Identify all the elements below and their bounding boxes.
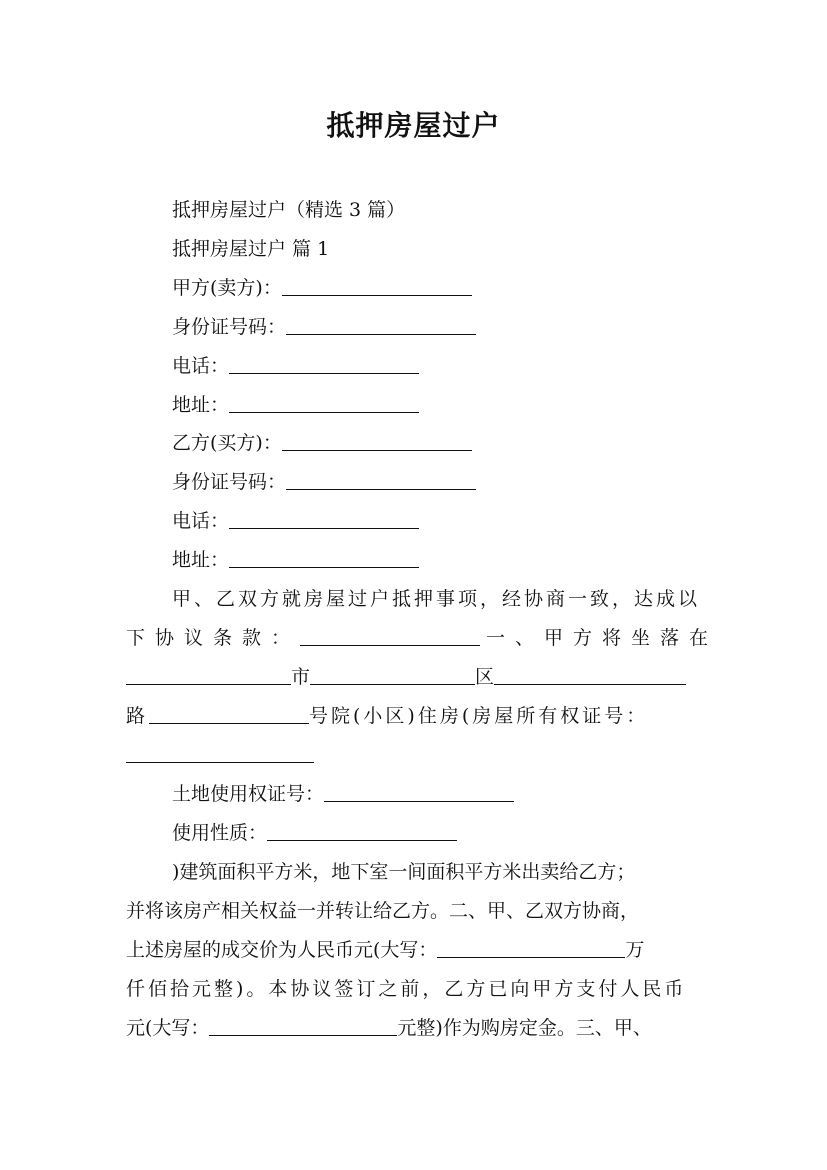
- buyer-address-line: [172, 548, 419, 572]
- land-blank[interactable]: [324, 783, 514, 802]
- deposit-tail: 元整)作为购房定金。三、甲、: [397, 1017, 652, 1039]
- house-number-blank[interactable]: [149, 705, 309, 724]
- seller-blank[interactable]: [282, 277, 472, 296]
- buyer-phone-label: 电话：: [172, 510, 230, 532]
- location-line: [126, 665, 686, 689]
- price-label: 上述房屋的成交价为人民币元(大写：: [126, 939, 438, 961]
- buyer-address-blank[interactable]: [229, 549, 419, 568]
- paragraph-2-line-1: )建筑面积平方米，地下室一间面积平方米出卖给乙方；: [172, 861, 636, 883]
- road-line: [126, 704, 648, 728]
- paragraph-2-line-2: 并将该房产相关权益一并转让给乙方。二、甲、乙双方协商，: [126, 900, 640, 922]
- land-line: [172, 782, 514, 806]
- seller-phone-blank[interactable]: [229, 355, 419, 374]
- paragraph-2-line-3: [126, 938, 644, 962]
- paragraph-1-line-1: 甲、乙双方就房屋过户抵押事项，经协商一致，达成以: [172, 588, 701, 610]
- road-blank[interactable]: [494, 666, 686, 685]
- deposit-label: 元(大写：: [126, 1017, 210, 1039]
- usage-line: [172, 821, 457, 845]
- paragraph-2-line-4: 仟佰拾元整)。本协议签订之前，乙方已向甲方支付人民币: [126, 978, 687, 1000]
- deposit-blank[interactable]: [209, 1017, 397, 1036]
- road-label: 路: [126, 705, 146, 727]
- buyer-address-label: 地址：: [172, 549, 230, 571]
- certificate-line: [126, 743, 314, 767]
- seller-address-blank[interactable]: [229, 394, 419, 413]
- clause-blank[interactable]: [300, 627, 480, 646]
- buyer-id-label: 身份证号码：: [172, 471, 287, 493]
- buyer-blank[interactable]: [282, 432, 472, 451]
- price-blank[interactable]: [437, 939, 625, 958]
- city-label: 市: [291, 666, 311, 688]
- buyer-id-blank[interactable]: [286, 471, 476, 490]
- house-label: 号院(小区)住房(房屋所有权证号：: [309, 705, 649, 727]
- seller-label: 甲方(卖方)：: [172, 277, 282, 299]
- buyer-phone-line: [172, 509, 419, 533]
- seller-address-label: 地址：: [172, 394, 230, 416]
- article-heading: 抵押房屋过户 篇 1: [172, 238, 330, 260]
- land-label: 土地使用权证号：: [172, 783, 325, 805]
- city-blank[interactable]: [126, 666, 291, 685]
- seller-line: [172, 276, 472, 300]
- seller-id-blank[interactable]: [286, 316, 476, 335]
- buyer-line: [172, 431, 472, 455]
- seller-phone-line: [172, 354, 419, 378]
- clause-intro: 下协议条款：: [126, 627, 301, 649]
- district-blank[interactable]: [310, 666, 475, 685]
- clause-one: 一、甲方将坐落在: [486, 627, 719, 649]
- paragraph-2-line-5: [126, 1016, 652, 1040]
- usage-label: 使用性质：: [172, 822, 268, 844]
- certificate-blank[interactable]: [126, 744, 314, 763]
- district-label: 区: [475, 666, 495, 688]
- seller-phone-label: 电话：: [172, 355, 230, 377]
- seller-id-line: [172, 315, 476, 339]
- price-unit: 万: [625, 939, 645, 961]
- seller-address-line: [172, 393, 419, 417]
- seller-id-label: 身份证号码：: [172, 316, 287, 338]
- usage-blank[interactable]: [267, 822, 457, 841]
- buyer-label: 乙方(买方)：: [172, 432, 282, 454]
- paragraph-1-line-2: [126, 626, 718, 650]
- buyer-id-line: [172, 470, 476, 494]
- buyer-phone-blank[interactable]: [229, 510, 419, 529]
- document-title: 抵押房屋过户: [326, 109, 501, 142]
- document-subtitle: 抵押房屋过户（精选 3 篇）: [172, 199, 406, 221]
